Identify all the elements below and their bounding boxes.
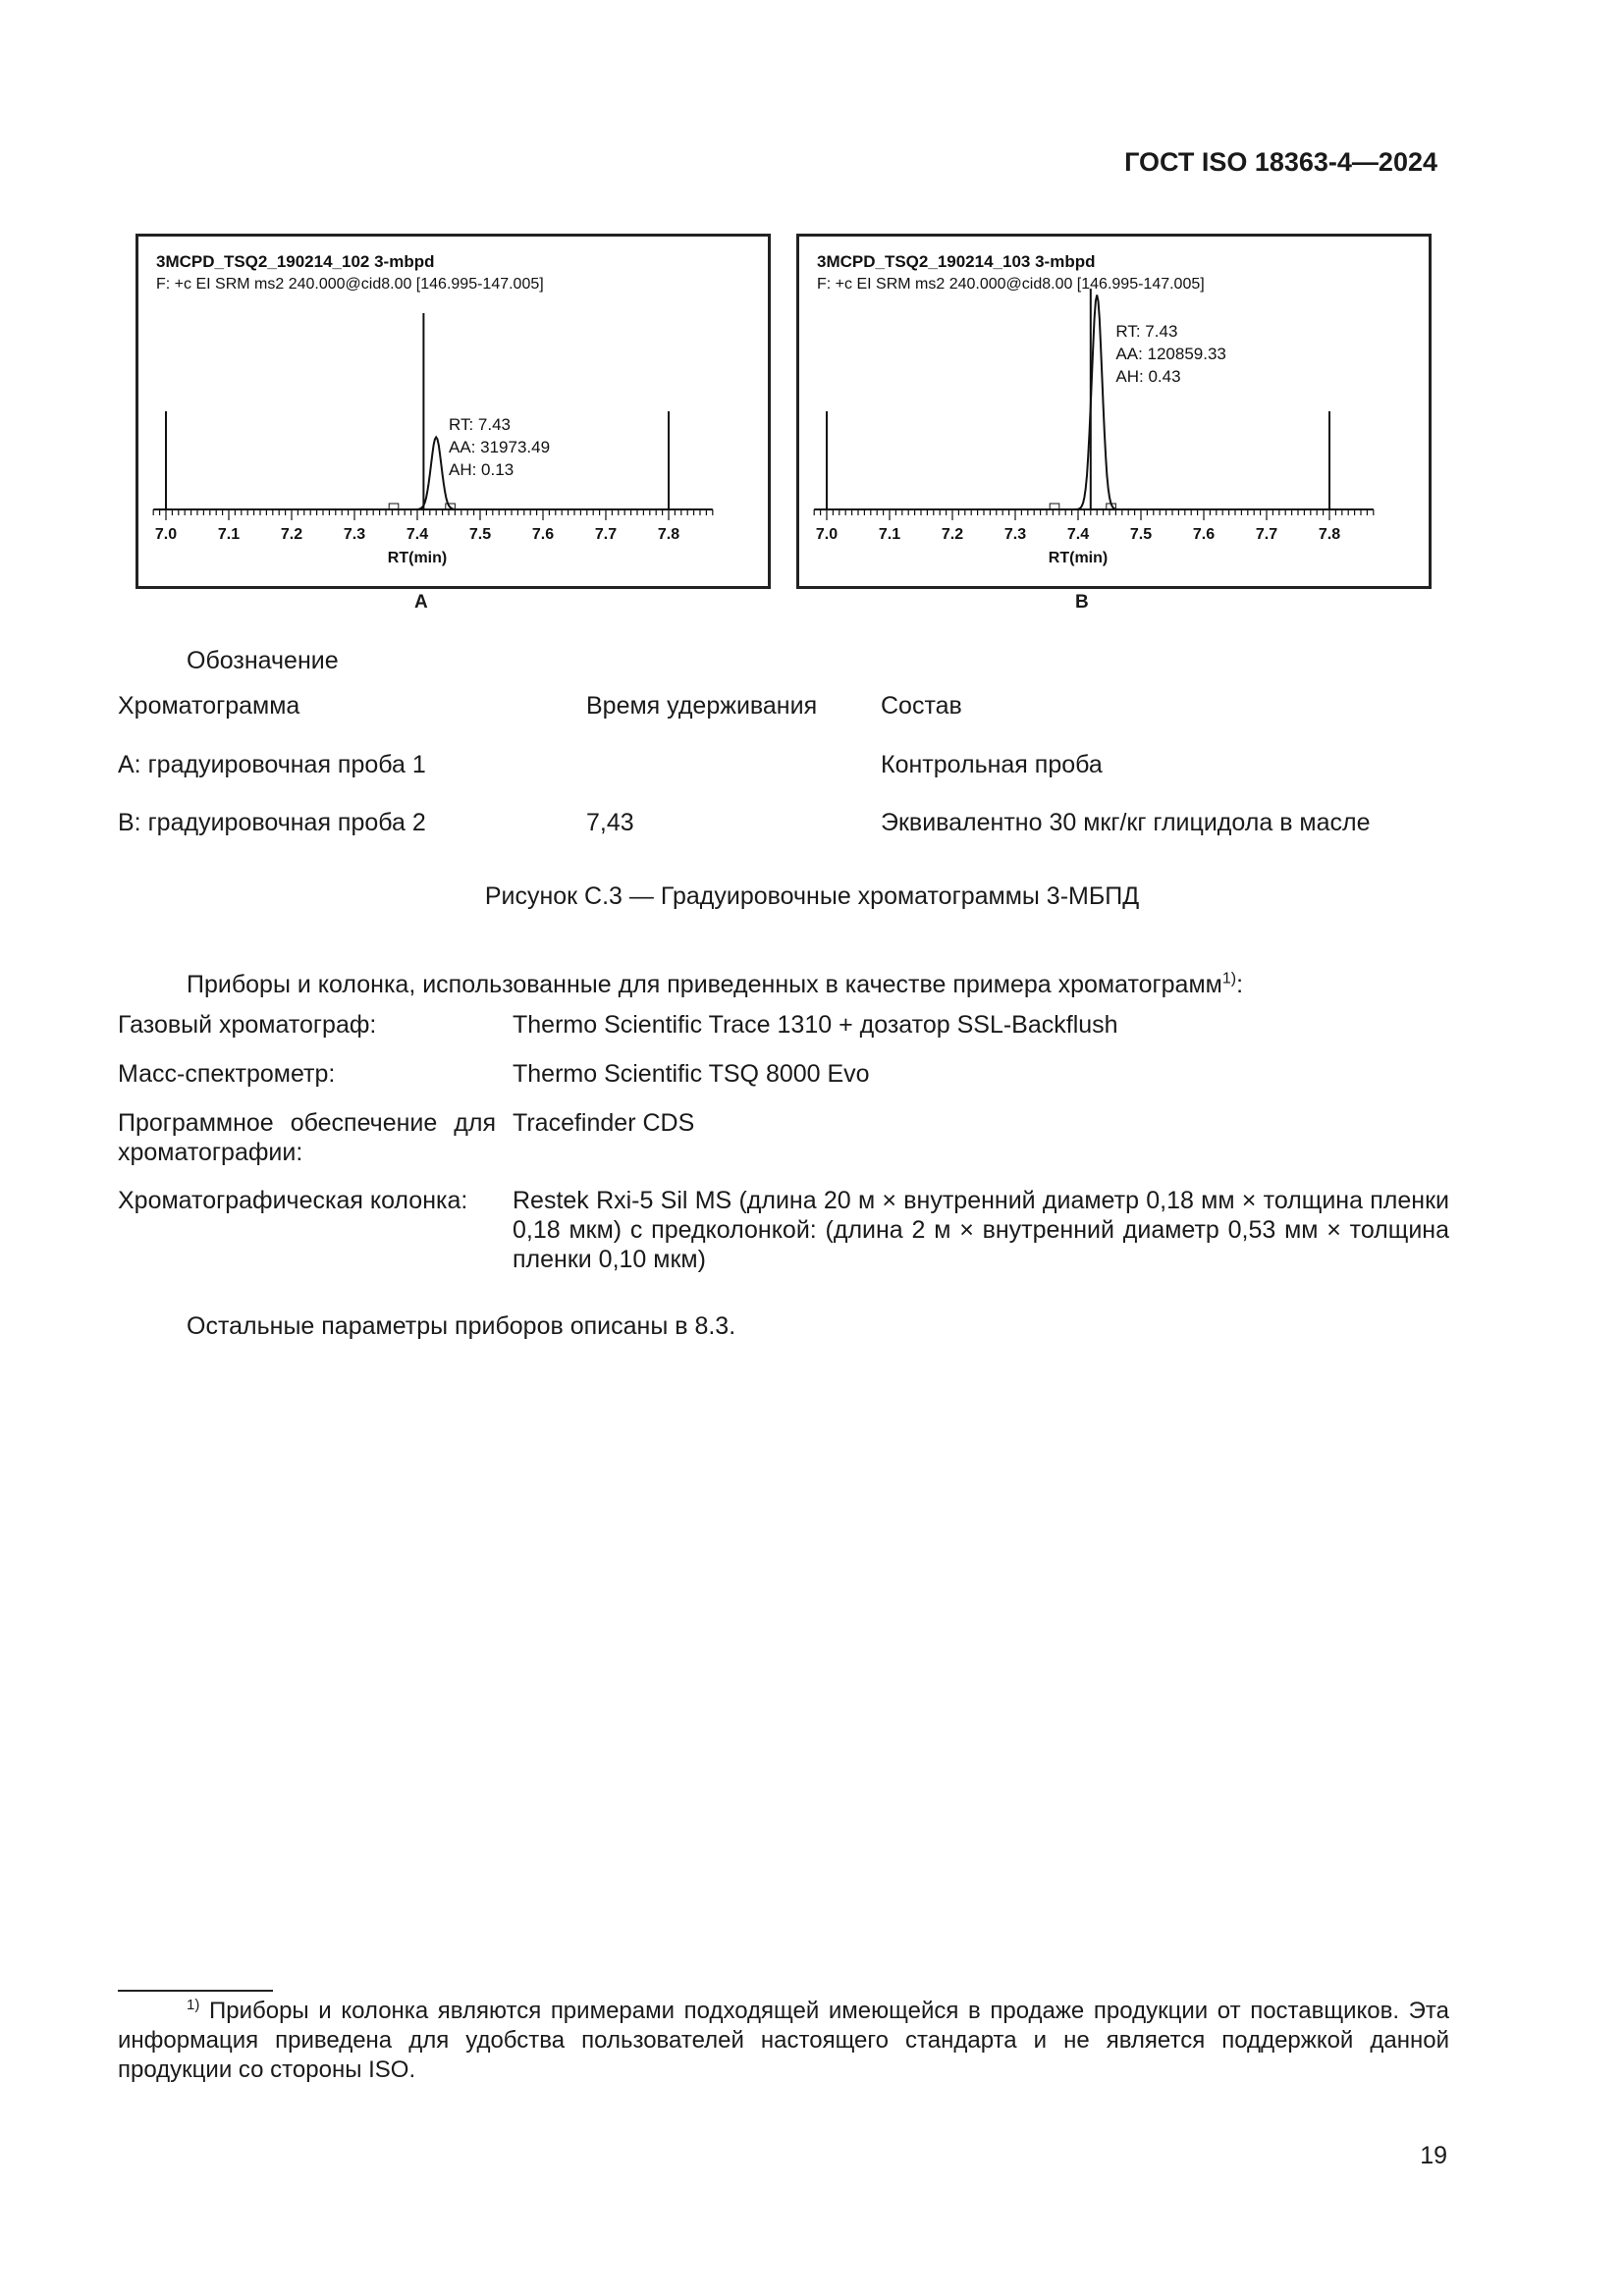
instruments-closing: Остальные параметры приборов описаны в 8.3. <box>187 1312 736 1340</box>
footnote-mark: 1) <box>187 1997 200 2013</box>
annotation-ah: AH: 0.13 <box>449 460 514 479</box>
x-axis-label: RT(min) <box>387 550 448 566</box>
x-tick-label: 7.6 <box>1192 526 1216 543</box>
figure-caption: Рисунок С.3 — Градуировочные хроматограммы 3-МБПД <box>484 882 1140 910</box>
instrument-label: Программное обеспечение для хроматографии: <box>118 1109 496 1166</box>
footnote-divider <box>118 1990 273 1992</box>
instruments-intro <box>187 970 1243 999</box>
legend-row-a-composition: Контрольная проба <box>881 751 1103 778</box>
x-tick-label: 7.1 <box>217 526 241 543</box>
x-tick-label: 7.2 <box>941 526 964 543</box>
peak-curve <box>1072 295 1122 510</box>
annotation-rt: RT: 7.43 <box>1115 322 1178 341</box>
instrument-value: Thermo Scientific TSQ 8000 Evo <box>513 1060 870 1088</box>
chromatogram-b-label: B <box>1075 592 1089 613</box>
instrument-row <box>118 1108 1449 1167</box>
x-tick-label: 7.0 <box>154 526 178 543</box>
chart-subtitle: F: +c EI SRM ms2 240.000@cid8.00 [146.995-147.005] <box>156 276 544 293</box>
legend-row-b-rt: 7,43 <box>586 809 634 836</box>
legend-heading: Обозначение <box>187 647 339 674</box>
x-tick-label: 7.7 <box>594 526 618 543</box>
chart-title: 3MCPD_TSQ2_190214_102 3-mbpd <box>156 252 435 271</box>
legend-row-b-chromatogram: B: градуировочная проба 2 <box>118 809 426 836</box>
annotation-aa: AA: 120859.33 <box>1115 345 1226 363</box>
instrument-label: Газовый хроматограф: <box>118 1011 377 1039</box>
legend-column-retention-time: Время удерживания <box>586 692 818 720</box>
x-tick-label: 7.3 <box>1003 526 1027 543</box>
instruments-intro-text: Приборы и колонка, использованные для приведенных в качестве примера хроматограмм <box>187 971 1222 998</box>
x-tick-label: 7.4 <box>1066 526 1090 543</box>
legend-column-composition: Состав <box>881 692 962 720</box>
x-tick-label: 7.5 <box>468 526 492 543</box>
legend-row-a-chromatogram: A: градуировочная проба 1 <box>118 751 426 778</box>
x-axis-label: RT(min) <box>1048 550 1109 566</box>
annotation-aa: AA: 31973.49 <box>449 438 551 456</box>
instrument-value: Restek Rxi-5 Sil MS (длина 20 м × внутренний диаметр 0,18 мм × толщина пленки 0,18 мкм) с предколонкой: (длина 2 м × внутренний диаметр 0,53 мм × толщина пленки 0,10 мкм) <box>513 1187 1449 1273</box>
instrument-row <box>118 1059 1449 1089</box>
x-tick-label: 7.6 <box>531 526 555 543</box>
instrument-label: Хроматографическая колонка: <box>118 1187 468 1214</box>
annotation-ah: AH: 0.43 <box>1115 367 1181 386</box>
document-header: ГОСТ ISO 18363-4—2024 <box>1124 147 1437 177</box>
legend-row-b-composition: Эквивалентно 30 мкг/кг глицидола в масле <box>881 809 1371 836</box>
chromatogram-a-plot <box>138 237 768 586</box>
chart-subtitle: F: +c EI SRM ms2 240.000@cid8.00 [146.995-147.005] <box>817 276 1205 293</box>
chromatogram-a <box>135 234 771 589</box>
chromatogram-b-plot <box>799 237 1429 586</box>
chart-title: 3MCPD_TSQ2_190214_103 3-mbpd <box>817 252 1096 271</box>
chromatogram-a-label: A <box>414 592 428 613</box>
annotation-rt: RT: 7.43 <box>449 415 512 434</box>
x-tick-label: 7.1 <box>878 526 901 543</box>
instrument-label: Масс-спектрометр: <box>118 1060 336 1088</box>
footnote <box>118 1997 1449 2085</box>
instrument-value: Thermo Scientific Trace 1310 + дозатор SSL-Backflush <box>513 1011 1118 1039</box>
chromatogram-b <box>796 234 1432 589</box>
x-tick-label: 7.8 <box>1318 526 1341 543</box>
x-tick-label: 7.3 <box>343 526 366 543</box>
x-tick-label: 7.2 <box>280 526 303 543</box>
x-tick-label: 7.0 <box>815 526 839 543</box>
legend-column-chromatogram: Хроматограмма <box>118 692 300 720</box>
x-tick-label: 7.7 <box>1255 526 1278 543</box>
instrument-value: Tracefinder CDS <box>513 1109 695 1137</box>
instrument-row <box>118 1186 1449 1274</box>
x-tick-label: 7.4 <box>406 526 429 543</box>
instruments-intro-end: : <box>1236 971 1244 998</box>
instrument-row <box>118 1010 1449 1040</box>
footnote-text: Приборы и колонка являются примерами подходящей имеющейся в продаже продукции от поставщиков. Эта информация приведена для удобства пользователей настоящего стандарта и не является поддержкой данной продукции со стороны ISO. <box>118 1998 1449 2083</box>
footnote-reference: 1) <box>1221 970 1237 988</box>
page-number: 19 <box>1420 2142 1447 2169</box>
x-tick-label: 7.8 <box>657 526 680 543</box>
x-tick-label: 7.5 <box>1129 526 1153 543</box>
